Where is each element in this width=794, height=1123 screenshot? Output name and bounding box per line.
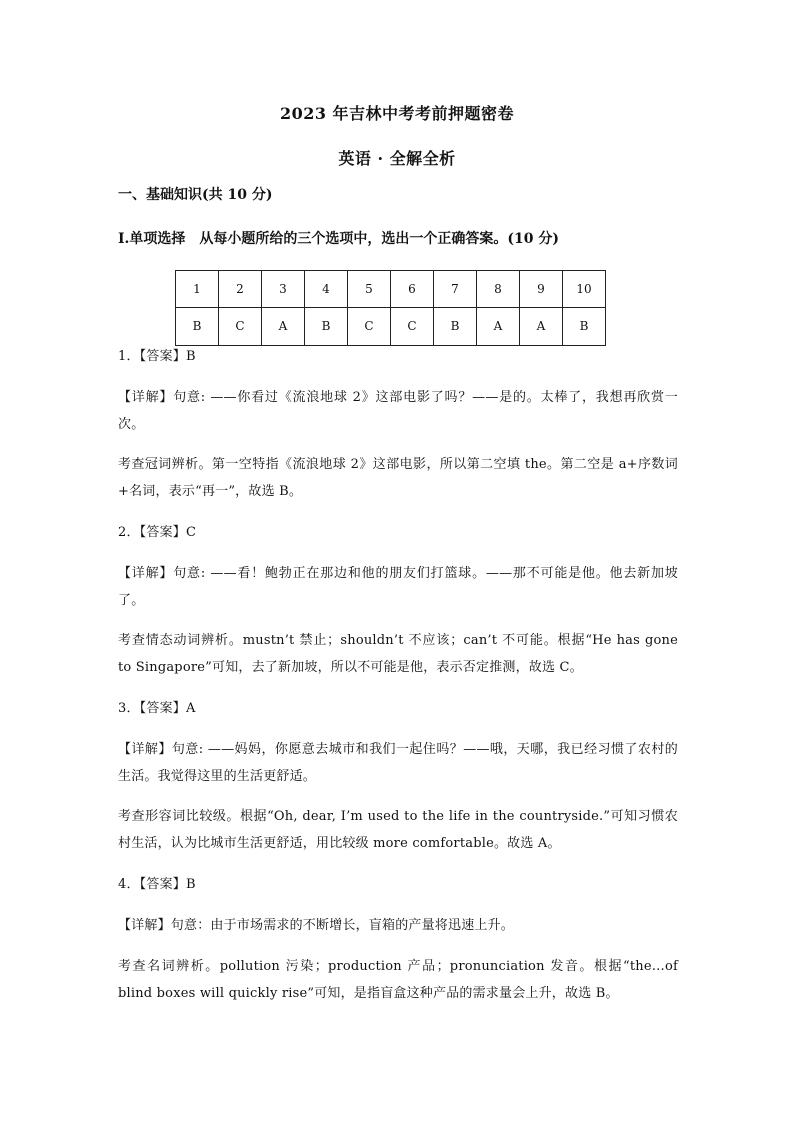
section-heading-multiple-choice: I.单项选择 从每小题所给的三个选项中，选出一个正确答案。(10 分) xyxy=(118,231,560,247)
item-detail: 【详解】句意: ——看！鲍勃正在那边和他的朋友们打篮球。——那不可能是他。他去新加坡了。 xyxy=(118,566,678,608)
item-analysis: 考查情态动词辨析。mustn’t 禁止；shouldn’t 不应该；can’t 不可能。根据“He has gone to Singapore”可知，去了新加坡，所以不可能是他，表示否定推测，故选 C。 xyxy=(118,633,678,675)
answer-table-answer-cell: B xyxy=(563,308,606,346)
document-title: 2023 年吉林中考考前押题密卷 xyxy=(279,104,515,123)
answer-table-answer-cell: B xyxy=(305,308,348,346)
answer-table-number-row xyxy=(176,271,606,308)
item-answer-line: 3．【答案】A xyxy=(118,701,196,716)
answer-table-number-cell: 4 xyxy=(305,271,348,308)
item-answer-line: 2．【答案】C xyxy=(118,525,197,540)
section-heading-basic-knowledge: 一、基础知识(共 10 分) xyxy=(118,187,273,203)
answer-table-answer-row xyxy=(176,308,606,346)
answer-table-answer-cell: B xyxy=(176,308,219,346)
answer-table-number-cell: 1 xyxy=(176,271,219,308)
item-answer-line: 4．【答案】B xyxy=(118,877,196,892)
answer-table-answer-cell: C xyxy=(348,308,391,346)
item-answer-line: 1．【答案】B xyxy=(118,349,196,364)
item-analysis: 考查形容词比较级。根据“Oh, dear, I’m used to the life in the countryside.”可知习惯农村生活，认为比城市生活更舒适，用比较级 more comfortable。故选 A。 xyxy=(118,809,678,851)
answer-table-answer-cell: B xyxy=(434,308,477,346)
item-analysis: 考查冠词辨析。第一空特指《流浪地球 2》这部电影，所以第二空填 the。第二空是 a+序数词+名词，表示“再一”，故选 B。 xyxy=(118,457,678,499)
answer-table-number-cell: 8 xyxy=(477,271,520,308)
answer-table-answer-cell: C xyxy=(219,308,262,346)
item-detail: 【详解】句意: ——妈妈，你愿意去城市和我们一起住吗？——哦，天哪，我已经习惯了农村的生活。我觉得这里的生活更舒适。 xyxy=(118,742,678,784)
answer-table-number-cell: 7 xyxy=(434,271,477,308)
answer-table-number-cell: 3 xyxy=(262,271,305,308)
answer-table-number-cell: 5 xyxy=(348,271,391,308)
item-analysis: 考查名词辨析。pollution 污染；production 产品；pronunciation 发音。根据“the…of blind boxes will quickly rise”可知，是指盲盒这种产品的需求量会上升，故选 B。 xyxy=(118,959,678,1001)
item-detail: 【详解】句意: ——你看过《流浪地球 2》这部电影了吗？——是的。太棒了，我想再欣赏一次。 xyxy=(118,390,678,432)
item-detail: 【详解】句意：由于市场需求的不断增长，盲箱的产量将迅速上升。 xyxy=(118,918,515,933)
answer-table-answer-cell: A xyxy=(262,308,305,346)
answer-table xyxy=(175,270,606,346)
answer-table-number-cell: 6 xyxy=(391,271,434,308)
answer-table-answer-cell: A xyxy=(477,308,520,346)
answer-table-number-cell: 9 xyxy=(520,271,563,308)
answer-table-answer-cell: A xyxy=(520,308,563,346)
answer-table-number-cell: 2 xyxy=(219,271,262,308)
answer-table-number-cell: 10 xyxy=(563,271,606,308)
answer-table-answer-cell: C xyxy=(391,308,434,346)
document-subtitle: 英语 · 全解全析 xyxy=(338,149,456,168)
